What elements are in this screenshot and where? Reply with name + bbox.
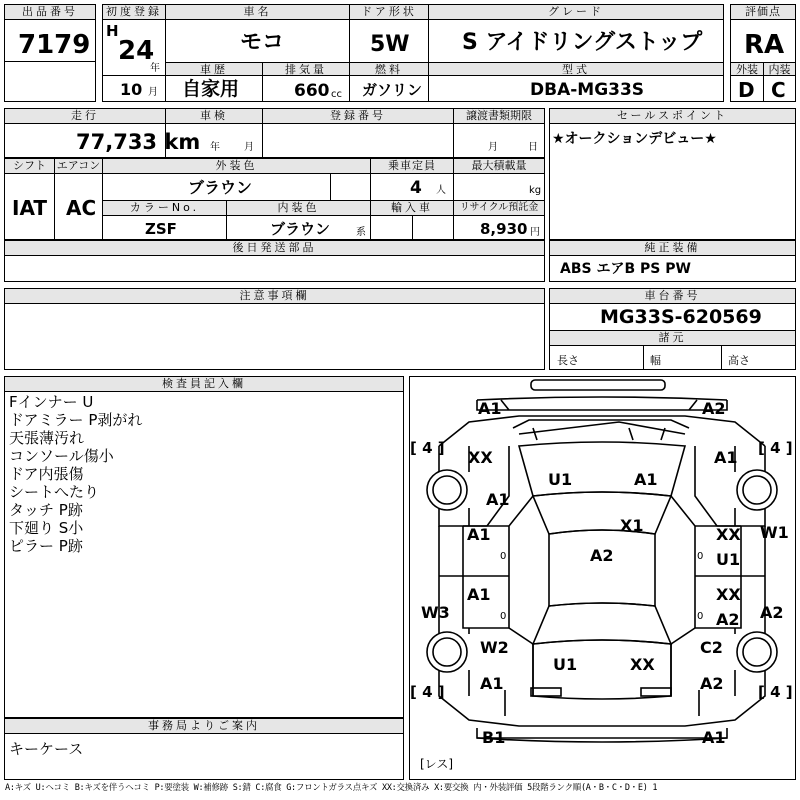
first-reg-year: 24 — [118, 36, 155, 66]
capacity-label: 乗車定員 — [371, 159, 453, 174]
color-no: ZSF — [145, 220, 177, 238]
door-handle-mark: 0 — [697, 611, 704, 622]
shift-label: シフト — [5, 159, 54, 174]
door-handle-mark: 0 — [697, 551, 704, 562]
mileage-label: 走行 — [5, 109, 165, 124]
mark-trunk-xx: XX — [630, 655, 655, 674]
transfer-label: 譲渡書類期限 — [454, 109, 544, 124]
inspection-month-unit: 月 — [244, 142, 254, 153]
legend: A:キズ U:ヘコミ B:キズを伴うヘコミ P:要塗装 W:補修跡 S:錆 C:腐食 G:フロントガラス点キズ XX:交換済み X:要交換 内・外装評価 5段階ランク順(A・B・C・D・E) 1 — [5, 783, 658, 793]
mark-door-front-right-u1: U1 — [716, 550, 741, 569]
ext-color-label: 外装色 — [103, 159, 370, 174]
capacity: 4 — [410, 178, 422, 198]
era: H — [106, 22, 119, 40]
mark-trunk-u1: U1 — [553, 655, 578, 674]
mark-front-right-fender: A2 — [702, 399, 726, 418]
displacement-label: 排気量 — [263, 63, 349, 76]
transfer-month-unit: 月 — [488, 142, 498, 153]
displacement-unit: cc — [331, 89, 342, 100]
transfer-day-unit: 日 — [528, 142, 538, 153]
genuine-label: 純正装備 — [550, 241, 795, 256]
inspector-line: 下廻り S小 — [9, 519, 84, 537]
car-diagram — [409, 376, 796, 780]
mark-front-left-xx: XX — [468, 448, 493, 467]
lot-number: 7179 — [18, 30, 91, 60]
capacity-unit: 人 — [436, 185, 446, 196]
mark-door-front-left: A1 — [467, 525, 491, 544]
mark-rear-right-c2: C2 — [700, 638, 723, 657]
tire-rear-left: [ 4 ] — [410, 683, 445, 701]
inspector-label: 検査員記入欄 — [5, 377, 403, 392]
history-label: 車歴 — [166, 63, 262, 76]
int-color-label: 内装色 — [227, 201, 370, 216]
mark-hood-u1: U1 — [548, 470, 573, 489]
tire-front-left: [ 4 ] — [410, 439, 445, 457]
mark-rear-left-a1: A1 — [480, 674, 504, 693]
reg-number-label: 登録番号 — [263, 109, 453, 124]
door-handle-mark: 0 — [500, 611, 507, 622]
year-unit: 年 — [150, 63, 160, 74]
inspector-line: ピラー P跡 — [9, 537, 83, 555]
mark-front-left-a1: A1 — [486, 490, 510, 509]
month-unit: 月 — [148, 87, 158, 98]
mark-door-rear-left: A1 — [467, 585, 491, 604]
grade: S アイドリングストップ — [462, 30, 703, 55]
model: DBA-MG33S — [530, 80, 645, 100]
recycle: 8,930 — [480, 220, 528, 238]
inspector-line: Fインナー U — [9, 393, 94, 411]
max-load-label: 最大積載量 — [454, 159, 544, 174]
mark-door-rear-right-xx: XX — [716, 585, 741, 604]
width-label: 幅 — [650, 354, 661, 367]
mark-door-rear-right-a2: A2 — [716, 610, 740, 629]
int-color: ブラウン — [270, 220, 331, 238]
history: 自家用 — [182, 78, 240, 100]
inspection-label: 車検 — [166, 109, 262, 124]
mark-rear-bumper-a1: A1 — [702, 728, 726, 747]
tire-rear-right: [ 4 ] — [758, 683, 793, 701]
door-label: ドア形状 — [350, 5, 428, 20]
door-handle-mark: 0 — [500, 551, 507, 562]
max-load-unit: kg — [529, 185, 542, 196]
sales-point: ★オークションデビュー★ — [552, 131, 717, 147]
inspector-line: ドア内張傷 — [9, 465, 84, 483]
int-color-unit: 系 — [356, 227, 366, 238]
chassis-label: 車台番号 — [550, 289, 795, 304]
recycle-unit: 円 — [530, 227, 540, 238]
mileage: 77,733 km — [76, 130, 201, 154]
mark-hood-a1: A1 — [634, 470, 658, 489]
interior-score: C — [771, 78, 786, 102]
length-label: 長さ — [557, 354, 579, 367]
interior-label: 内装 — [764, 63, 795, 76]
recycle-label: リサイクル預託金 — [454, 201, 544, 216]
mark-front-left-fender: A1 — [478, 399, 502, 418]
mark-roof-a2: A2 — [590, 546, 614, 565]
exterior-label: 外装 — [731, 63, 763, 76]
inspector-line: ドアミラー P剥がれ — [9, 411, 143, 429]
grade-label: グレード — [429, 5, 723, 20]
exterior-score: D — [738, 78, 755, 102]
first-reg-month: 10 — [120, 80, 143, 99]
inspector-line: 天張薄汚れ — [9, 429, 85, 447]
height-label: 高さ — [728, 354, 750, 367]
mark-front-right-a1: A1 — [714, 448, 738, 467]
first-reg-label: 初度登録 — [103, 5, 165, 20]
inspection-year-unit: 年 — [210, 142, 220, 153]
mark-right-side-a2: A2 — [760, 603, 784, 622]
mark-door-front-right-xx: XX — [716, 525, 741, 544]
mark-roof-x1: X1 — [620, 516, 644, 535]
ac-label: エアコン — [56, 159, 101, 172]
mark-rear-bumper-b1: B1 — [482, 728, 506, 747]
ac: AC — [66, 196, 97, 220]
model-label: 型式 — [429, 63, 723, 76]
car-name: モコ — [240, 30, 285, 55]
inspector-line: シートへたり — [9, 483, 100, 501]
fuel-label: 燃料 — [350, 63, 428, 76]
sales-point-box — [549, 108, 796, 240]
ext-color: ブラウン — [188, 178, 253, 197]
door-type: 5W — [370, 32, 410, 57]
mark-window-w1: W1 — [760, 523, 789, 542]
inspector-line: タッチ P跡 — [9, 501, 83, 519]
inspector-notes — [9, 393, 399, 555]
tire-front-right: [ 4 ] — [758, 439, 793, 457]
spec-label: 諸元 — [550, 331, 795, 346]
caution-label: 注意事項欄 — [5, 289, 544, 304]
genuine-equipment: ABS エアB PS PW — [560, 261, 691, 277]
office-note: キーケース — [9, 740, 84, 758]
office-label: 事務局よりご案内 — [5, 719, 403, 734]
lot-number-label: 出品番号 — [5, 5, 95, 20]
shift: IAT — [12, 196, 48, 220]
color-no-label: カラーNo. — [103, 201, 226, 216]
fuel: ガソリン — [362, 81, 423, 99]
mark-rear-left-w2: W2 — [480, 638, 509, 657]
mark-rear-right-a2: A2 — [700, 674, 724, 693]
sales-point-label: セールスポイント — [550, 109, 795, 124]
chassis-number: MG33S-620569 — [600, 306, 762, 328]
mark-left-side-w3: W3 — [421, 603, 450, 622]
score: RA — [744, 30, 785, 60]
score-label: 評価点 — [731, 5, 795, 20]
import-label: 輸入車 — [371, 201, 453, 216]
car-name-label: 車名 — [166, 5, 349, 20]
inspector-line: コンソール傷小 — [9, 447, 114, 465]
spare-tire: [レス] — [420, 757, 454, 771]
later-parts-label: 後日発送部品 — [5, 241, 544, 256]
displacement: 660 — [294, 81, 330, 101]
